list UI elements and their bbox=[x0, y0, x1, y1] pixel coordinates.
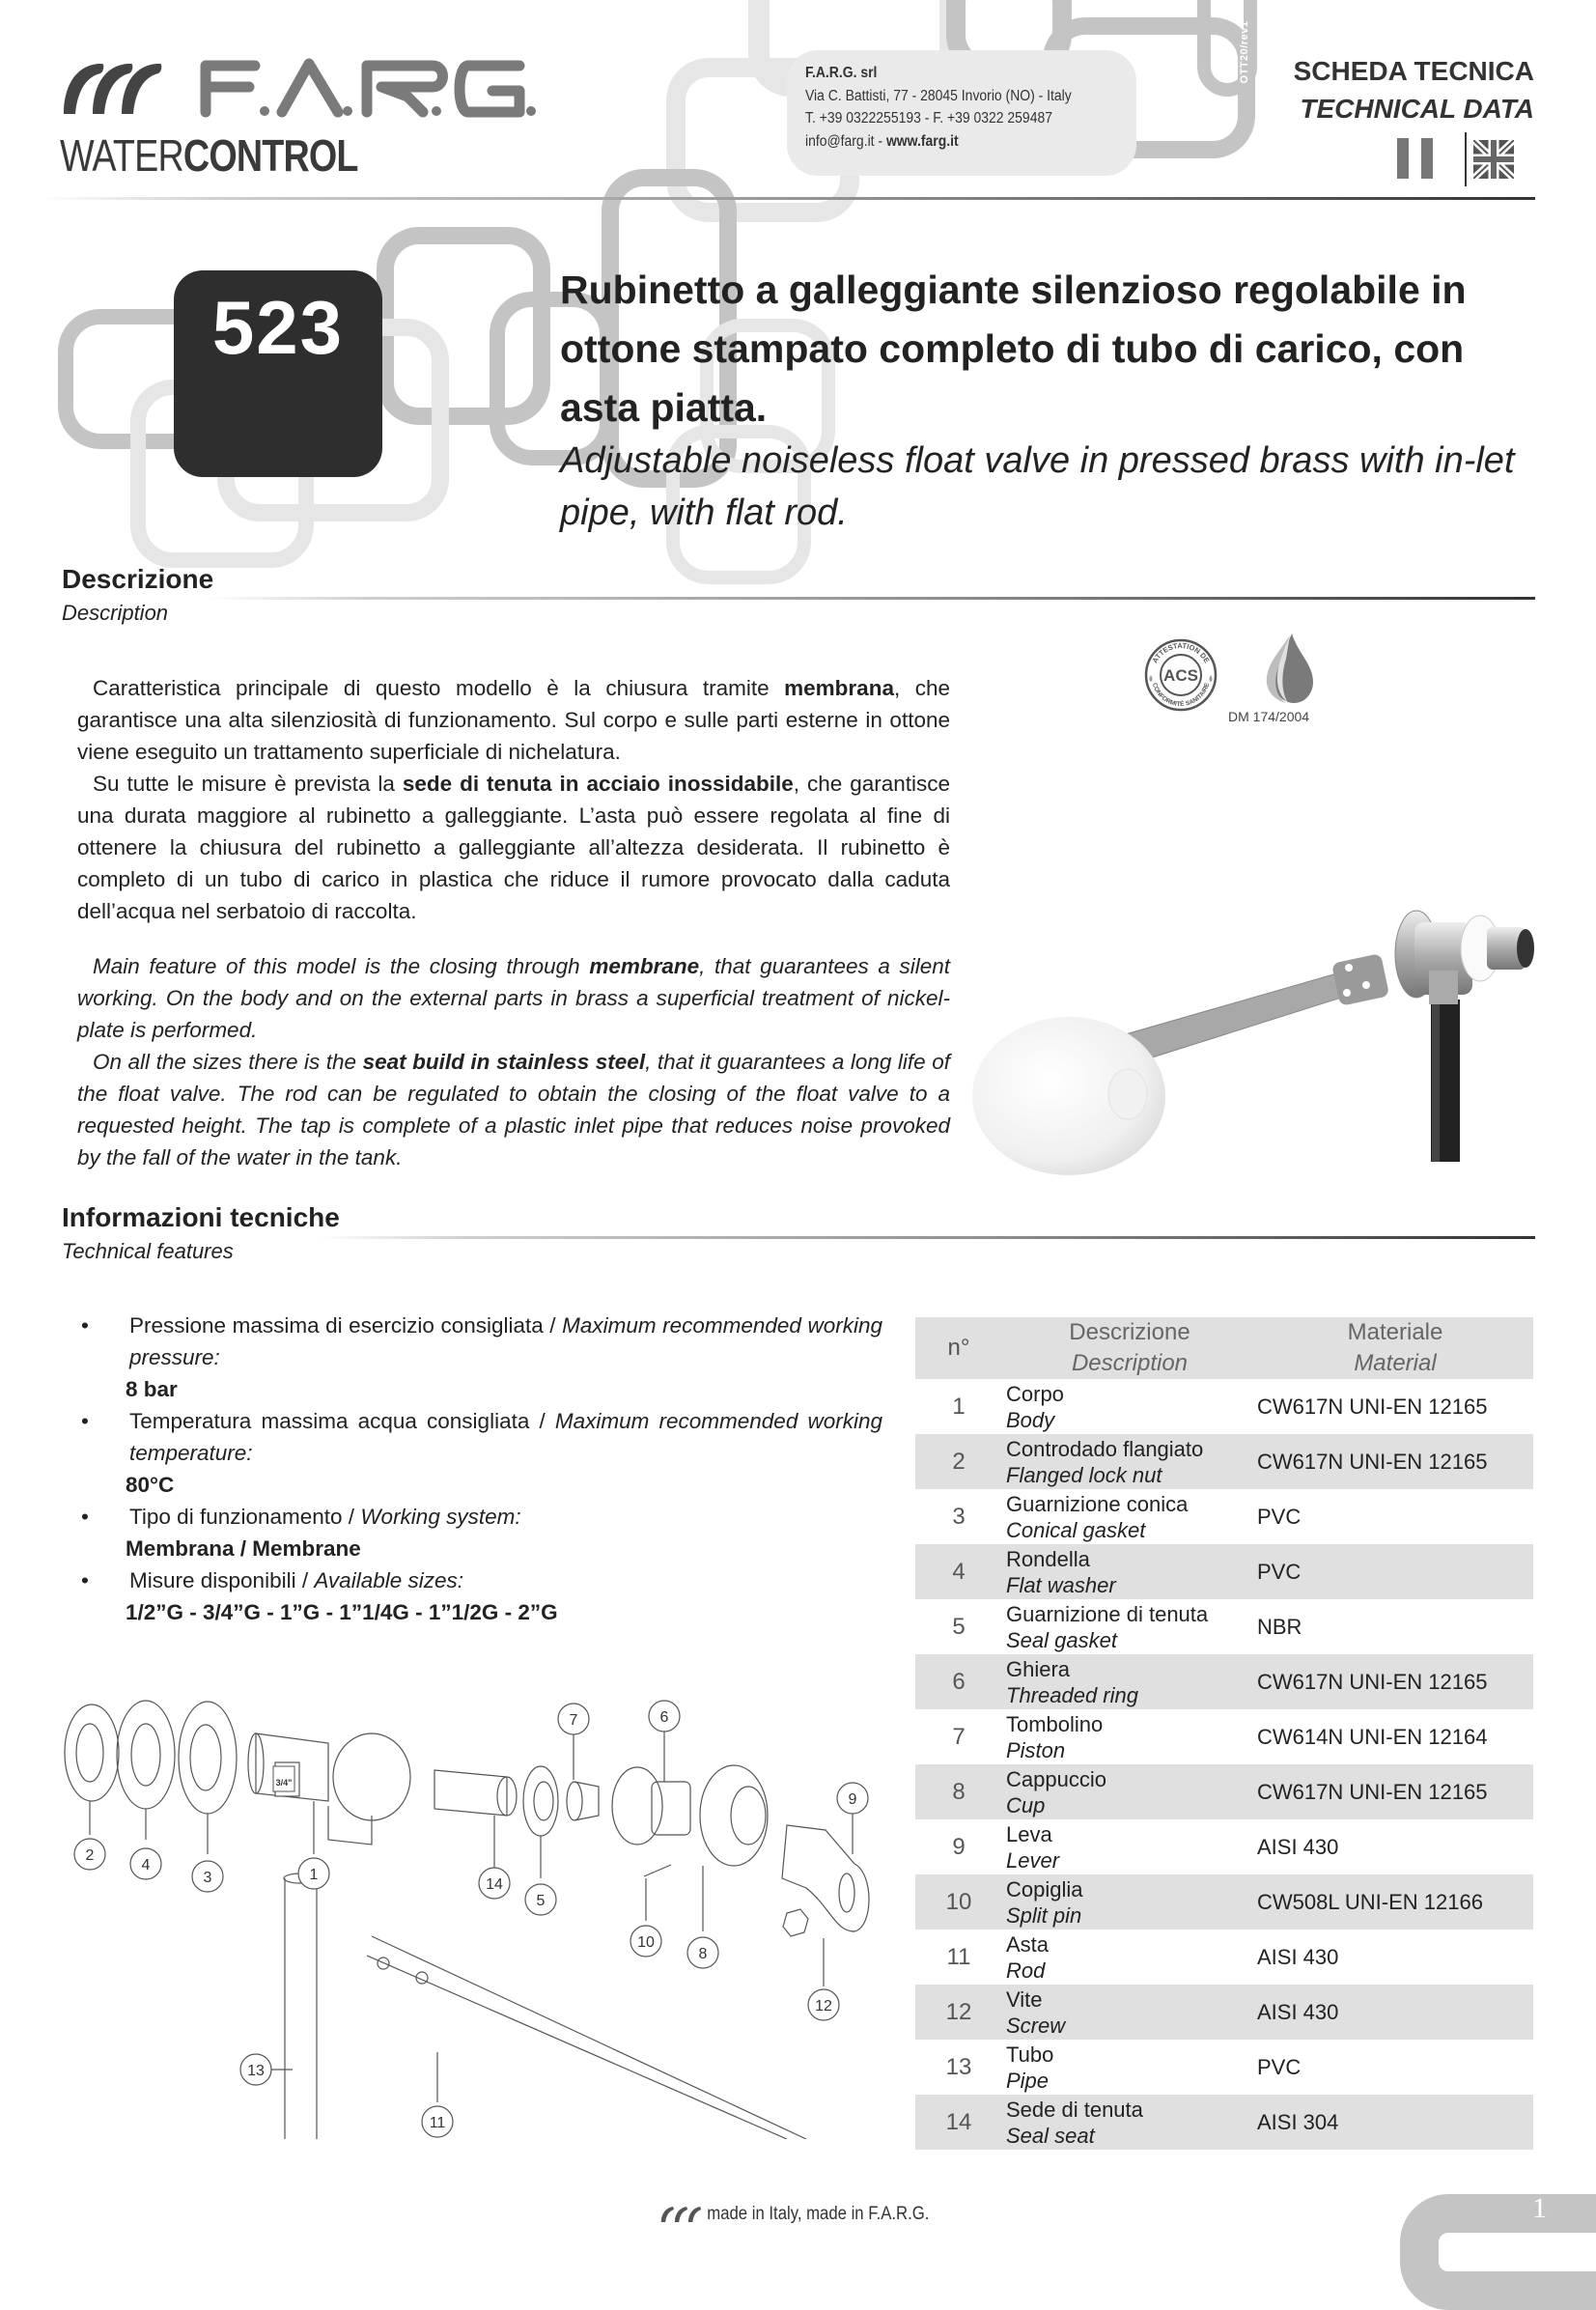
part-name-it: Ghiera bbox=[1006, 1656, 1071, 1681]
body-size-label: 3/4" bbox=[275, 1778, 293, 1788]
callout-9 bbox=[837, 1783, 868, 1814]
part-description bbox=[1002, 1489, 1253, 1544]
table-row bbox=[915, 1489, 1533, 1544]
part-name-it: Guarnizione di tenuta bbox=[1006, 1601, 1209, 1626]
footer-tagline: made in Italy, made in F.A.R.G. bbox=[659, 2204, 929, 2225]
part-number: 3 bbox=[952, 1503, 966, 1530]
company-email[interactable]: info@farg.it bbox=[805, 132, 875, 150]
part-description bbox=[1002, 1544, 1253, 1599]
col-header-n: n° bbox=[947, 1335, 970, 1361]
product-title-en: Adjustable noiseless float valve in pressed brass with in-let pipe, with flat rod. bbox=[560, 440, 1515, 533]
exploded-diagram bbox=[53, 1685, 893, 2139]
feature-value: 80°C bbox=[126, 1473, 175, 1497]
part-name-en: Threaded ring bbox=[1006, 1682, 1138, 1707]
callout-10 bbox=[630, 1926, 661, 1957]
parts-table bbox=[915, 1317, 1533, 2150]
table-row bbox=[915, 1930, 1533, 1985]
revision-label: OTT20/rev1 bbox=[1239, 20, 1250, 84]
feature-value: Membrana / Membrane bbox=[126, 1536, 361, 1561]
technical-features-list bbox=[77, 1310, 882, 1628]
page-number: 1 bbox=[1532, 2192, 1547, 2224]
part-description bbox=[1002, 1709, 1253, 1764]
svg-text:14: 14 bbox=[486, 1876, 503, 1893]
part-name-it: Vite bbox=[1006, 1986, 1043, 2012]
part-name-it: Asta bbox=[1006, 1931, 1050, 1957]
parts-table-header bbox=[915, 1317, 1533, 1379]
callout-14 bbox=[479, 1868, 510, 1899]
sheet-title bbox=[1294, 52, 1534, 127]
part-description bbox=[1002, 1654, 1253, 1709]
table-row bbox=[915, 1544, 1533, 1599]
part-number: 8 bbox=[952, 1778, 966, 1805]
table-row bbox=[915, 1379, 1533, 1434]
part-name-it: Corpo bbox=[1006, 1381, 1064, 1406]
description-it: Caratteristica principale di questo modello è la chiusura tramite membrana, che garantisce una alta silenziosità di funzionamento. Sul corpo e sulle parti esterne in ottone viene eseguito un trattamento superficiale di nichelatura. Su tutte le misure è prevista la sede di tenuta in acciaio inossidabile, che garantisce una durata maggiore al rubinetto a galleggiante. L’asta può essere regolata al fine di ottenere la chiusura del rubinetto a galleggiante all’altezza desiderata. Il rubinetto è completo di un tubo di carico in plastica che riduce il rumore provocato dalla caduta dell’acqua nel serbatoio di raccolta. bbox=[77, 676, 951, 923]
uk-flag-icon[interactable] bbox=[1473, 140, 1514, 179]
sheet-title-en: TECHNICAL DATA bbox=[1300, 94, 1534, 124]
table-row bbox=[915, 1599, 1533, 1654]
part-name-en: Flat washer bbox=[1006, 1572, 1116, 1597]
part-material: CW508L UNI-EN 12166 bbox=[1257, 1889, 1483, 1914]
part-number: 7 bbox=[952, 1723, 966, 1750]
part-number: 2 bbox=[952, 1448, 966, 1475]
farg-mark-icon bbox=[659, 2206, 702, 2223]
svg-text:11: 11 bbox=[429, 2115, 446, 2131]
callout-3 bbox=[192, 1861, 223, 1892]
part-description bbox=[1002, 1985, 1253, 2040]
callout-4 bbox=[130, 1848, 161, 1879]
part-name-en: Lever bbox=[1006, 1847, 1060, 1873]
table-row bbox=[915, 1434, 1533, 1489]
water-drop-icon bbox=[1261, 632, 1315, 705]
part-name-it: Sede di tenuta bbox=[1006, 2097, 1143, 2122]
part-number: 10 bbox=[945, 1888, 972, 1915]
part-number: 6 bbox=[952, 1668, 966, 1695]
callout-13 bbox=[240, 2054, 271, 2085]
part-description bbox=[1002, 1930, 1253, 1985]
part-name-en: Seal gasket bbox=[1006, 1627, 1117, 1652]
feature-item: • Temperatura massima acqua consigliata / Maximum recommended working temperature: bbox=[81, 1409, 883, 1465]
part-description bbox=[1002, 1764, 1253, 1819]
callout-8 bbox=[687, 1937, 718, 1968]
part-description bbox=[1002, 1379, 1253, 1434]
callout-7 bbox=[558, 1704, 589, 1734]
svg-text:2: 2 bbox=[85, 1847, 95, 1864]
description-en: Main feature of this model is the closing through membrane, that guarantees a silent working. On the body and on the external parts in brass a superficial treatment of nickel-plate is performed. On all the sizes there is the seat build in stainless steel, that it guarantees a long life of the float valve. The rod can be regulated to obtain the closing of the float valve to a requested height. The tap is complete of a plastic inlet pipe that reduces noise provoked by the fall of the water in the tank. bbox=[77, 954, 951, 1169]
part-name-it: Tombolino bbox=[1006, 1711, 1104, 1736]
svg-text:ATTESTATION DE: ATTESTATION DE bbox=[1150, 640, 1212, 665]
table-row bbox=[915, 1764, 1533, 1819]
company-address: Via C. Battisti, 77 - 28045 Invorio (NO) - Italy bbox=[805, 87, 1072, 104]
product-code-badge: 523 bbox=[174, 270, 382, 477]
section-heading-technical: Informazioni tecniche bbox=[62, 1202, 340, 1232]
svg-text:8: 8 bbox=[698, 1946, 708, 1962]
part-number: 14 bbox=[945, 2108, 972, 2135]
part-name-it: Rondella bbox=[1006, 1546, 1090, 1571]
page-tab bbox=[1400, 2194, 1596, 2310]
part-material: PVC bbox=[1257, 1559, 1302, 1584]
feature-item: • Tipo di funzionamento / Working system: bbox=[81, 1505, 521, 1529]
part-number: 4 bbox=[952, 1558, 966, 1585]
part-material: AISI 430 bbox=[1257, 1944, 1339, 1969]
svg-text:12: 12 bbox=[815, 1998, 832, 2014]
part-material: CW617N UNI-EN 12165 bbox=[1257, 1669, 1488, 1694]
svg-text:7: 7 bbox=[569, 1712, 578, 1729]
col-header-material: Materiale Material bbox=[1347, 1319, 1443, 1376]
part-number: 9 bbox=[952, 1833, 966, 1860]
callout-6 bbox=[649, 1701, 680, 1732]
part-name-en: Body bbox=[1006, 1407, 1055, 1432]
svg-text:4: 4 bbox=[141, 1857, 151, 1873]
feature-value: 1/2”G - 3/4”G - 1”G - 1”1/4G - 1”1/2G - 2”G bbox=[126, 1600, 558, 1624]
section-subheading-description: Description bbox=[62, 601, 169, 625]
section-divider bbox=[208, 597, 1535, 600]
part-number: 13 bbox=[945, 2053, 972, 2080]
part-name-en: Split pin bbox=[1006, 1902, 1082, 1928]
feature-item: • Misure disponibili / Available sizes: bbox=[81, 1568, 463, 1592]
callout-12 bbox=[808, 1989, 839, 2020]
part-material: CW617N UNI-EN 12165 bbox=[1257, 1394, 1488, 1419]
part-description bbox=[1002, 1874, 1253, 1930]
svg-text:CONFORMITÉ SANITAIRE: CONFORMITÉ SANITAIRE bbox=[1150, 682, 1212, 709]
separator: - bbox=[874, 132, 886, 150]
farg-logo bbox=[58, 58, 608, 118]
product-title-it: Rubinetto a galleggiante silenzioso regolabile in ottone stampato completo di tubo di carico, con asta piatta. bbox=[560, 268, 1467, 430]
part-name-it: Leva bbox=[1006, 1821, 1052, 1846]
table-row bbox=[915, 1709, 1533, 1764]
part-number: 11 bbox=[946, 1943, 971, 1970]
part-material: AISI 430 bbox=[1257, 1834, 1339, 1859]
section-divider bbox=[319, 1236, 1535, 1239]
part-number: 1 bbox=[952, 1393, 966, 1420]
part-name-en: Rod bbox=[1006, 1958, 1046, 1983]
svg-text:1: 1 bbox=[309, 1867, 319, 1883]
section-heading-description: Descrizione bbox=[62, 564, 214, 594]
part-name-it: Controdado flangiato bbox=[1006, 1436, 1204, 1461]
part-name-it: Cappuccio bbox=[1006, 1766, 1106, 1791]
table-row bbox=[915, 2040, 1533, 2095]
svg-text:6: 6 bbox=[659, 1709, 669, 1726]
svg-text:10: 10 bbox=[637, 1934, 655, 1951]
part-material: NBR bbox=[1257, 1614, 1302, 1639]
col-header-description: Descrizione Description bbox=[1069, 1319, 1190, 1376]
svg-text:ACS: ACS bbox=[1163, 666, 1198, 685]
part-name-it: Tubo bbox=[1006, 2042, 1054, 2067]
callout-1 bbox=[298, 1858, 329, 1889]
sheet-title-it: SCHEDA TECNICA bbox=[1293, 56, 1534, 86]
table-row bbox=[915, 1985, 1533, 2040]
callout-2 bbox=[74, 1839, 105, 1870]
part-description bbox=[1002, 2095, 1253, 2150]
svg-text:3: 3 bbox=[203, 1870, 212, 1886]
part-number: 5 bbox=[952, 1613, 966, 1640]
part-name-en: Flanged lock nut bbox=[1006, 1462, 1162, 1487]
callout-5 bbox=[525, 1884, 556, 1915]
company-website[interactable]: www.farg.it bbox=[885, 132, 959, 150]
part-name-it: Copiglia bbox=[1006, 1876, 1083, 1902]
part-material: PVC bbox=[1257, 2054, 1302, 2079]
table-row bbox=[915, 1654, 1533, 1709]
part-material: CW614N UNI-EN 12164 bbox=[1257, 1724, 1488, 1749]
table-row bbox=[915, 1819, 1533, 1874]
feature-value: 8 bar bbox=[126, 1377, 178, 1401]
part-name-en: Piston bbox=[1006, 1737, 1066, 1762]
section-subheading-technical: Technical features bbox=[62, 1239, 234, 1263]
part-description bbox=[1002, 1599, 1253, 1654]
feature-item: • Pressione massima di esercizio consigliata / Maximum recommended working pressure: bbox=[81, 1313, 883, 1369]
part-material: AISI 430 bbox=[1257, 1999, 1339, 2024]
part-material: CW617N UNI-EN 12165 bbox=[1257, 1449, 1488, 1474]
part-name-en: Seal seat bbox=[1006, 2123, 1095, 2148]
table-row bbox=[915, 1874, 1533, 1930]
header-divider bbox=[41, 197, 1535, 200]
company-name: F.A.R.G. srl bbox=[805, 65, 878, 81]
part-name-it: Guarnizione conica bbox=[1006, 1491, 1189, 1516]
dm-certification-label: DM 174/2004 bbox=[1228, 709, 1310, 724]
part-description bbox=[1002, 2040, 1253, 2095]
part-description bbox=[1002, 1434, 1253, 1489]
part-number: 12 bbox=[945, 1998, 972, 2025]
part-material: PVC bbox=[1257, 1504, 1302, 1529]
product-photo bbox=[970, 753, 1554, 1178]
part-material: CW617N UNI-EN 12165 bbox=[1257, 1779, 1488, 1804]
part-description bbox=[1002, 1819, 1253, 1874]
svg-text:5: 5 bbox=[536, 1893, 546, 1909]
callout-11 bbox=[422, 2106, 453, 2137]
part-name-en: Screw bbox=[1006, 2013, 1066, 2038]
watercontrol-logo: WATERCONTROL bbox=[60, 130, 358, 181]
part-material: AISI 304 bbox=[1257, 2109, 1339, 2134]
it-flag-icon[interactable] bbox=[1397, 138, 1433, 179]
svg-text:13: 13 bbox=[247, 2063, 265, 2079]
company-info bbox=[787, 50, 1136, 176]
table-row bbox=[915, 2095, 1533, 2150]
flag-divider bbox=[1465, 132, 1467, 186]
acs-certification-icon bbox=[1142, 636, 1219, 714]
part-name-en: Pipe bbox=[1006, 2068, 1050, 2093]
company-phone: T. +39 0322255193 - F. +39 0322 259487 bbox=[805, 110, 1052, 127]
part-name-en: Cup bbox=[1006, 1792, 1046, 1817]
svg-text:9: 9 bbox=[848, 1791, 857, 1808]
part-name-en: Conical gasket bbox=[1006, 1517, 1146, 1542]
